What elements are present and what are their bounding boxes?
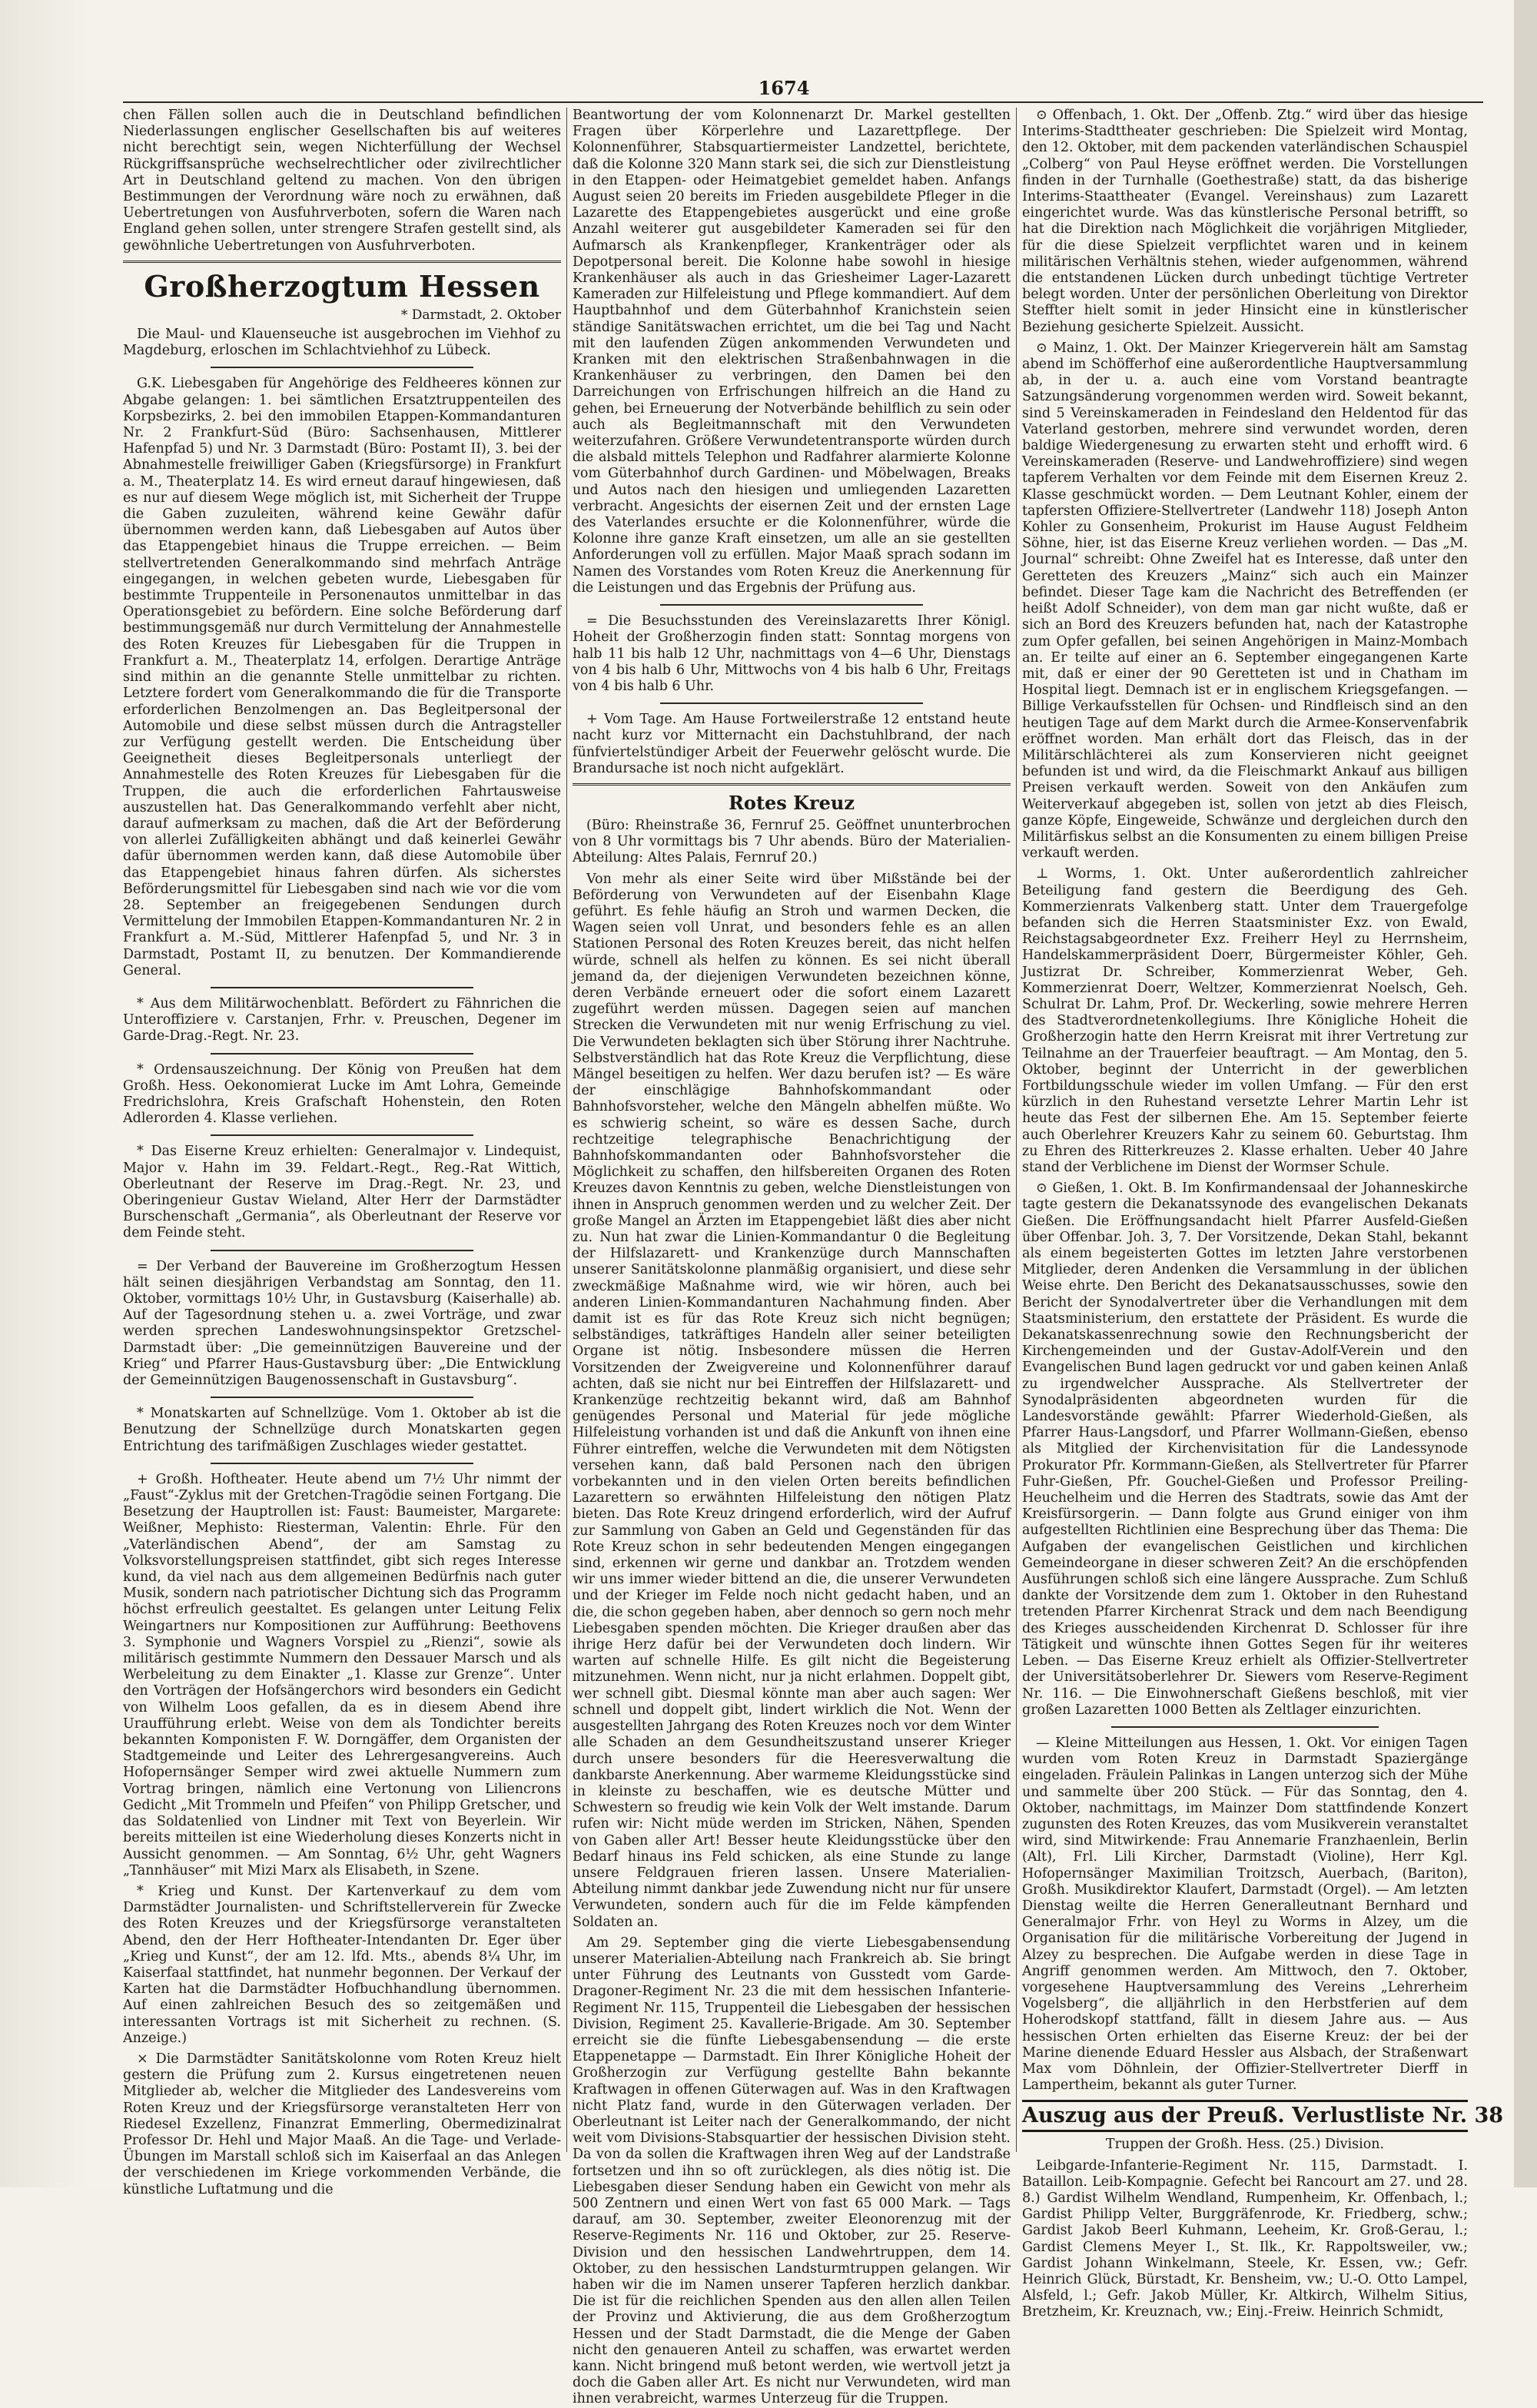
article-text: + Vom Tage. Am Hause Fortweilerstraße 12 entstand heute nacht kurz vor Mitternacht ein Dachstuhlbrand, der nach fünfviertelstündiger Arbeit der Feuerwehr gelöscht wurde. Die Brandursache ist noch nicht aufgeklärt. [573, 712, 1011, 776]
article-separator [211, 367, 473, 368]
article-text: Von mehr als einer Seite wird über Mißstände bei der Beförderung von Verwundeten auf der Eisenbahn Klage geführt. Es fehle häufig an Stroh und warmen Decken, die Wagen seien voll Unrat, und besonders fehle es an allen Stationen Personal des Roten Kreuzes bereit, das nicht helfen würde, schnell als helfen zu können. Es sei nicht überall jemand da, der diejenigen Verwundeten bezeichnen könne, deren Verbände erneuert oder die sofort einem Lazarett zugeführt werden müssen. Dagegen seien auf manchen Strecken die Verwundeten mit nur wenig Erfrischung zu viel. Die Verwundeten beklagten sich über Störung ihrer Nachtruhe. Selbstverständlich hat das Rote Kreuz die Verpflichtung, diese Mängel beseitigen zu helfen. Wer dazu berufen ist? — Es wäre der einschlägige Bahnhofskommandant oder Bahnhofsvorsteher, welche den Mängeln abhelfen müßte. Wo es schwierig scheint, so wäre es dessen Sache, durch rechtzeitige telegraphische Benachrichtigung der Bahnhofskommandanten oder Bahnhofsvorsteher die Möglichkeit zu schaffen, den hilfsbereiten Organen des Roten Kreuzes davon Kenntnis zu geben, welche Dienstleistungen von ihnen in Anspruch genommen werden und zu welcher Zeit. Der große Mangel an Ärzten im Etappengebiet läßt dies aber nicht zu. Nun hat zwar die Linien-Kommandantur 0 die Begleitung der Hilfslazarett- und Krankenzüge durch Mannschaften unserer Sanitätskolonne planmäßig organisiert, und diese sehr zweckmäßige Maßnahme wird, wie wir hören, auch bei anderen Linien-Kommandanturen Nachahmung finden. Aber damit ist es für das Rote Kreuz sich nicht begnügen; selbständiges, tatkräftiges Handeln aller seiner beteiligten Organe ist nötig. Insbesondere müssen die Herren Vorsitzenden der Zweigvereine und Kolonnenführer darauf achten, daß sie nicht nur bei Eintreffen der Hilfslazarett- und Krankenzüge rechtzeitig bekannt wird, daß am Bahnhof genügendes Personal und Material für jede mögliche Hilfeleistung vorhanden ist und daß die Ankunft von ihnen eine Führer eintreffen, welche die Verwundeten mit dem Nötigsten versehen kann, daß bald Personen nach den übrigen vorbekannten und in den vielen Orten bereits befindlichen Lazarettern so erwähnten Hilfeleistung den nötigen Platz bieten. Das Rote Kreuz dringend erforderlich, wird der Aufruf zur Sammlung von Gaben an Geld und Gegenständen für das Rote Kreuz schon in sehr bedeutenden Mengen eingegangen sind, erkennen wir gerne und dankbar an. Trotzdem wenden wir uns immer wieder bittend an die, die unserer Verwundeten und der Krieger im Felde noch nicht gedacht haben, und an die, die schon gegeben haben, aber dennoch so gern noch mehr Liebesgaben spenden möchten. Die Krieger draußen aber das ihrige Herz dafür bei der Verwundeten doch lindern. Wir warten auf schnelle Hilfe. Es gilt nicht die Begeisterung mitzunehmen. Wenn nicht, nur ja nicht erlahmen. Doppelt gibt, wer schnell gibt. Diesmal könnte man aber auch sagen: Wer schnell und doppelt gibt, lindert wirklich die Not. Wenn der ausgestellten Jahrgang des Roten Kreuzes noch vor dem Winter alle Schaden an dem Gesundheitszustand unserer Krieger durch unsere besonders für die Heeresverwaltung die dankbarste Anerkennung. Aber warmeme Kleidungsstücke sind in kleinste zu beschaffen, wie es deutsche Mütter und Schwestern so freudig wie kein Volk der Welt imstande. Darum rufen wir: Nicht müde werden im Stricken, Nähen, Spenden von Gaben aller Art! Besser heute Kleidungsstücke über den Bedarf hinaus ins Feld schicken, als eine Stunde zu lange unsere Feldgrauen frieren lassen. Unsere Materialien-Abteilung nimmt dankbar jede Zuwendung nicht nur für unsere Verwundeten, sondern auch für die im Felde kämpfenden Soldaten an. [573, 871, 1011, 1930]
loss-list-heading: Auszug aus der Preuß. Verlustliste Nr. 38 [1022, 2100, 1468, 2132]
column-rule [566, 108, 567, 2152]
article-text: ⊙ Mainz, 1. Okt. Der Mainzer Kriegerverein hält am Samstag abend im Schöfferhof eine außerordentliche Hauptversammlung ab, in der u. a. auch eine vom Vorstand beantragte Satzungsänderung vorgenommen werden wird. Soweit bekannt, sind 5 Vereinskameraden in Feindesland den Heldentod für das Vaterland gestorben, mehrere sind verwundet worden, deren baldige Wiedergenesung zu erwarten steht und erhofft wird. 6 Vereinskameraden (Reserve- und Landwehroffiziere) sind wegen tapferem Verhalten vor dem Feinde mit dem Eisernen Kreuz 2. Klasse geschmückt worden. — Dem Leutnant Kohler, einem der tapfersten Offiziere-Stellvertreter (Landwehr 118) Joseph Anton Kohler zu Gonsenheim, Prokurist im Hause August Feldheim Söhne, hier, ist das Eiserne Kreuz verliehen worden. — Das „M. Journal“ schreibt: Ohne Zweifel hat es Interesse, daß unter den Geretteten des Kreuzers „Mainz“ sich auch ein Mainzer befindet. Dieser Tage kam die Nachricht des Betreffenden (er heißt Adolf Schneider), von dem man gar nicht wußte, daß er sich an Bord des Kreuzers befunden hat, nach der Katastrophe zum Opfer gefallen, bei seinen Angehörigen in Mainz-Mombach an. Er teilte auf einer an 6. September eingegangenen Karte mit, daß er einer der 90 Geretteten ist und in Chatham im Hospital liegt. Demnach ist er in englischem Kriegsgefangen. — Billige Verkaufsstellen für Ochsen- und Rindfleisch sind an den heutigen Tage auf dem Markt durch die Armee-Konservenfabrik eröffnet worden. Man erhält dort das Fleisch, das in der Militärschlächterei als zum Konservieren nicht geeignet befunden ist und wird, da die Fleischmarkt Ankauf aus billigen Preisen verkauft werden. Soweit von den Ankäufen zum Weiterverkauf abgegeben ist, sollen von jetzt ab dies Fleisch, ganze Köpfe, Eingeweide, Schwänze und dergleichen durch den Militärfiskus selbst an die Konsumenten zu einem billigen Preise verkauft werden. [1022, 340, 1468, 862]
column-2 [573, 108, 1011, 2407]
article-text: = Der Verband der Bauvereine im Großherzogtum Hessen hält seinen diesjährigen Verbandstag am Sonntag, den 11. Oktober, vormittags 10½ Uhr, in Gustavsburg (Kaiserhalle) ab. Auf der Tagesordnung stehen u. a. zwei Vorträge, und zwar werden sprechen Landeswohnungsinspektor Gretzschel-Darmstadt über: „Die gemeinnützigen Bauvereine und der Krieg“ und Pfarrer Haus-Gustavsburg über: „Die Entwicklung der Gemeinnützigen Baugenossenschaft in Gustavsburg“. [123, 1258, 561, 1389]
column-1 [123, 108, 561, 2197]
article-text: chen Fällen sollen auch die in Deutschland befindlichen Niederlassungen englischer Gesellschaften bis auf weiteres nicht berechtigt sein, wegen Nichterfüllung der Wechsel Rückgriffsansprüche wechselrechtlicher oder zivilrechtlicher Art in Deutschland geltend zu machen. Von den übrigen Bestimmungen der Verordnung wäre noch zu erwähnen, daß Uebertretungen von Ausfuhrverboten, sofern die Waren nach England gehen sollen, unter strengere Strafen gestellt sind, als gewöhnliche Uebertretungen von Ausfuhrverboten. [123, 108, 561, 254]
article-text: * Krieg und Kunst. Der Kartenverkauf zu dem vom Darmstädter Journalisten- und Schriftstellerverein für Zwecke des Roten Kreuzes und der Kriegsfürsorge veranstalteten Abend, den der Herr Hoftheater-Intendanten Dr. Eger über „Krieg und Kunst“, der am 12. lfd. Mts., abends 8¼ Uhr, im Kaiserfaal stattfindet, hat nunmehr begonnen. Der Verkauf der Karten hat die Darmstädter Hofbuchhandlung übernommen. Auf einen zahlreichen Besuch des so zeitgemäßen und interessanten Vortrags ist mit Sicherheit zu rechnen. (S. Anzeige.) [123, 1883, 561, 2046]
article-separator [211, 987, 473, 988]
article-text: ⊙ Offenbach, 1. Okt. Der „Offenb. Ztg.“ wird über das hiesige Interims-Stadttheater geschrieben: Die Spielzeit wird Montag, den 12. Oktober, mit dem packenden vaterländischen Schauspiel „Colberg“ von Paul Heyse eröffnet werden. Die Vorstellungen finden in der Turnhalle (Goethestraße) statt, da das bisherige Interims-Staattheater (Evangel. Vereinshaus) zum Lazarett eingerichtet wurde. Was das künstlerische Personal betrifft, so hat die Direktion nach Möglichkeit die vorjährigen Mitglieder, für die diese Spielzeit verpflichtet waren und in keinem militärischen Verhältnis stehen, wieder aufgenommen, während die entstandenen Lücken durch unbedingt tüchtige Vertreter belegt worden. Unter der persönlichen Oberleitung von Direktor Steffter hielt somit in jeder Hinsicht eine in künstlerischer Beziehung gesicherte Spielzeit. Aussicht. [1022, 108, 1468, 335]
page-spine-shadow [0, 0, 92, 2187]
section-rule [123, 261, 561, 263]
article-separator [211, 1463, 473, 1464]
article-text: (Büro: Rheinstraße 36, Fernruf 25. Geöffnet ununterbrochen von 8 Uhr vormittags bis 7 Uhr abends. Büro der Materialien-Abteilung: Altes Palais, Fernruf 20.) [573, 817, 1011, 866]
next-page-edge [1514, 0, 1537, 2187]
article-text: — Kleine Mitteilungen aus Hessen, 1. Okt. Vor einigen Tagen wurden vom Roten Kreuz in Darmstadt Spaziergänge eingeladen. Fräulein Palinkas in Langen unterzog sich der Mühe und sammelte über 200 Stück. — Für das Sonntag, den 4. Oktober, nachmittags, im Mainzer Dom stattfindende Konzert zugunsten des Roten Kreuzes, das vom Musikverein veranstaltet wird, sind Mitwirkende: Frau Annemarie Franzhaenlein, Berlin (Alt), Frl. Lili Kircher, Darmstadt (Violine), Herr Kgl. Hofopernsänger Maximilian Troitzsch, Auerbach, (Bariton), Großh. Musikdirektor Klaufert, Darmstadt (Orgel). — Am letzten Dienstag weilte die Herren Generalleutnant Bernhard und Generalmajor Frhr. von Heyl zu Worms in Alzey, um die Organisation für die militärische Vorbereitung der Jugend in Alzey zu besprechen. Die Aufgabe werden in diese Tage in Angriff genommen werden. Am Mittwoch, den 7. Oktober, vorgesehene Hauptversammlung des Vereins „Lehrerheim Vogelsberg“, die alljährlich in den Herbstferien auf dem Hoherodskopf stattfand, fällt in diesem Jahre aus. — Aus hessischen Orten erhielten das Eiserne Kreuz: der bei der Marine dienende Eduard Hessler aus Alsbach, der Straßenwart Max vom Döhnlein, der Offizier-Stellvertreter Dierff in Lampertheim, bekannt als guter Turner. [1022, 1735, 1468, 2094]
article-separator [211, 1250, 473, 1251]
header-rule [123, 101, 1483, 103]
article-text: × Die Darmstädter Sanitätskolonne vom Roten Kreuz hielt gestern die Prüfung zum 2. Kursus eingetretenen neuen Mitglieder ab, welcher die Mitglieder des Landesvereins vom Roten Kreuz und der Kriegsfürsorge veranstalteten Herr von Riedesel Exzellenz, Finanzrat Emmerling, Obermedizinalrat Professor Dr. Hehl und Major Maaß. An die Tage- und Verlade-Übungen im Marstall schloß sich im Kaiserfaal an das Anlegen der verschiedenen im Kriege vorkommenden Verbände, die künstliche Luftatmung und die [123, 2051, 561, 2197]
article-text: ⊙ Gießen, 1. Okt. B. Im Konfirmandensaal der Johanneskirche tagte gestern die Dekanatssynode des evangelischen Dekanats Gießen. Die Eröffnungsandacht hielt Pfarrer Ausfeld-Gießen über Offenbar. Joh. 3, 7. Der Vorsitzende, Dekan Stahl, bekannt als einem begeisterten Gottes im letzten Jahre verstorbenen Mitglieder, deren Andenken die Versammlung in der üblichen Weise ehrte. Den Bericht des Dekanatsausschusses, sowie den Bericht der Synodalvertreter über die Verhandlungen mit dem Staatsministerium, den erstattete der Präsident. Es wurde die Dekanatskassenrechnung sowie den Rechnungsbericht der Kirchengemeinden und der Gustav-Adolf-Verein und den Evangelischen Bund lagen gedruckt vor und gaben keinen Anlaß zu irgendwelcher Aussprache. Als Stellvertreter der Synodalpräsidenten abgeordneten wurden für die Landesvorstände gewählt: Pfarrer Wiederhold-Gießen, als Pfarrer Haus-Langsdorf, und Pfarrer Wollmann-Gießen, ebenso als Mitglied der Kirchenvisitation für die Landessynode Prokurator Pfr. Kormmann-Gießen, als Stellvertreter für Pfarrer Fuhr-Gießen, Pfr. Gouchel-Gießen und Professor Preiling-Heuchelheim und die Herren des Stadtrats, sowie das Amt der Kreisfürsorgerin. — Dann folgte aus Grund einiger von ihm aufgestellten Richtlinien eine Besprechung über das Thema: Die Aufgaben der evangelischen Geistlichen und kirchlichen Gemeindeorgane in dieser schweren Zeit? An die erschöpfenden Ausführungen schloß sich eine längere Aussprache. Zum Schluß dankte der Vorsitzende dem zum 1. Oktober in den Ruhestand tretenden Pfarrer Kirchenrat Strack und dem nach Beendigung des Krieges ausscheidenden Kirchenrat D. Schlosser für ihre Tätigkeit und wünschte ihnen Gottes Segen für ihr weiteres Leben. — Das Eiserne Kreuz erhielt als Offizier-Stellvertreter der Universitätsoberlehrer Dr. Siewers vom Reserve-Regiment Nr. 116. — Die Einwohnerschaft Gießens beschloß, mit vier großen Lazaretten 1000 Betten als Zeltlager einzurichten. [1022, 1181, 1468, 1718]
article-separator [211, 1134, 473, 1136]
dateline: * Darmstadt, 2. Oktober [400, 307, 561, 323]
loss-list-subheading: Truppen der Großh. Hess. (25.) Division. [1105, 2137, 1385, 2153]
article-separator [1111, 1726, 1379, 1728]
article-text: Die Maul- und Klauenseuche ist ausgebrochen im Viehhof zu Magdeburg, erloschen im Schlachtviehhof zu Lübeck. [123, 327, 561, 359]
column-3 [1022, 108, 1504, 2320]
article-text: ⊥ Worms, 1. Okt. Unter außerordentlich zahlreicher Beteiligung fand gestern die Beerdigung des Geh. Kommerzienrats Valkenberg statt. Unter dem Trauergefolge befanden sich die Herren Staatsminister Exz. von Ewald, Reichstagsabgeordneter Exz. Freiherr Heyl zu Herrnsheim, Handelskammerpräsident Doerr, Bürgermeister Köhler, Geh. Justizrat Dr. Schreiber, Kommerzienrat Weber, Geh. Kommerzienrat Doerr, Weltzer, Kommerzienrat Noelsch, Geh. Schulrat Dr. Lahm, Prof. Dr. Weckerling, sowie mehrere Herren des Stadtverordnetenkollegiums. Ihre Königliche Hoheit die Großherzogin hatte den Herrn Kreisrat mit ihrer Vertretung zur Teilnahme an der Trauerfeier beauftragt. — Am Montag, den 5. Oktober, beginnt der Unterricht in der gewerblichen Fortbildungsschule wieder im vollen Umfang. — Für den erst kürzlich in den Ruhestand versetzte Lehrer Martin Lehr ist heute das Fest der silbernen Ehe. Am 15. September feierte auch Oberlehrer Kreuzers Kahr zu seinem 60. Geburtstag. Ihm zu Ehren des Ritterkreuzes 2. Klasse erhalten. Ueber 40 Jahre stand der Verblichene im Dienst der Wormser Schule. [1022, 866, 1468, 1175]
article-text: G.K. Liebesgaben für Angehörige des Feldheeres können zur Abgabe gelangen: 1. bei sämtlichen Ersatztruppenteilen des Korpsbezirks, 2. bei den immobilen Etappen-Kommandanturen Nr. 2 Frankfurt-Süd (Büro: Sachsenhausen, Mittlerer Hafenpfad 5) und Nr. 3 Darmstadt (Büro: Postamt II), 3. bei der Abnahmestelle freiwilliger Gaben (Kriegsfürsorge) in Frankfurt a. M., Theaterplatz 14. Es wird erneut darauf hingewiesen, daß es nur auf diesem Wege möglich ist, mit Sicherheit der Truppe die Gaben zuzuleiten, während keine Gewähr dafür übernommen werden kann, daß Liebesgaben auf Autos über das Etappengebiet hinaus die Truppe erreichen. — Beim stellvertretenden Generalkommando sind mehrfach Anträge eingegangen, in welchen gebeten wurde, Liebesgaben für bestimmte Truppenteile in Personenautos unmittelbar in das Operationsgebiet zu befördern. Eine solche Beförderung darf bestimmungsgemäß nur durch Vermittelung der Annahmestelle des Roten Kreuzes für Liebesgaben für die Truppen in Frankfurt a. M., Theaterplatz 14, erfolgen. Derartige Anträge sind mithin an die genannte Stelle unmittelbar zu richten. Letztere fordert vom Generalkommando die für die Transporte erforderlichen Benzolmengen an. Das Begleitpersonal der Automobile und diese selbst müssen durch die Antragsteller zur Verfügung gestellt werden. Die Entscheidung über Geeignetheit dieses Begleitpersonals unterliegt der Annahmestelle des Roten Kreuzes für Liebesgaben für die Truppen, die auch die erforderlichen Fahrtausweise auszustellen hat. Das Generalkommando verfehlt aber nicht, darauf aufmerksam zu machen, daß die Art der Beförderung von allerlei Zufälligkeiten abhängt und daß keinerlei Gewähr dafür übernommen werden kann, daß diese Automobile über das Etappengebiet hinaus fahren dürfen. Als sicherstes Beförderungsmittel für Liebesgaben sind nach wie vor die vom 28. September an freigegebenen Sendungen durch Vermittelung der Immobilen Etappen-Kommandanturen Nr. 2 in Frankfurt a. M.-Süd, Mittlerer Hafenpfad 5, und Nr. 3 in Darmstadt, Postamt II, zu benutzen. Der Kommandierende General. [123, 376, 561, 978]
article-text: Beantwortung der vom Kolonnenarzt Dr. Markel gestellten Fragen über Körperlehre und Lazarettpflege. Der Kolonnenführer, Stabsquartiermeister Landzettel, berichtete, daß die Kolonne 320 Mann stark sei, die sich zur Dienstleistung in den Etappen- oder Heimatgebiet gemeldet haben. Anfangs August seien 20 bereits im Frieden ausgebildete Pfleger in die Lazarette des Etappengebietes ausgerückt und eine große Anzahl weiterer gut ausgebildeter Kameraden sei für den Aufmarsch als Krankenpfleger, Krankenträger oder als Depotpersonal bereit. Die Kolonne habe sowohl in hiesige Krankenhäuser als auch in das Griesheimer Lager-Lazarett Kameraden zur Hilfeleistung und Pflege kommandiert. Auf dem Hauptbahnhof und dem Güterbahnhof Kranichstein seien ständige Sanitätswachen errichtet, um die bei Tag und Nacht mit den laufenden Zügen ankommenden Verwundeten und Kranken mit den elektrischen Straßenbahnwagen in die Krankenhäuser zu verbringen, den Damen bei den Darreichungen von Erfrischungen hilfreich an die Hand zu gehen, bei Erneuerung der Notverbände behilflich zu sein oder auch als Begleitmannschaft mit den Verwundeten weiterzufahren. Größere Verwundetentransporte würden durch die alsbald mittels Telephon und Radfahrer alarmierte Kolonne vom Güterbahnhof durch Gardinen- und Möbelwagen, Breaks und Autos nach den hiesigen und umliegenden Lazaretten verbracht. Angesichts der eisernen Zeit und der ernsten Lage des Vaterlandes ersuchte er die Kolonnenführer, würde die Kolonne ihre ganze Kraft einsetzen, um alle an sie gestellten Anforderungen voll zu erfüllen. Major Maaß sprach sodann im Namen des Vorstandes vom Roten Kreuz die Anerkennung für die Leistungen und das Ergebnis der Prüfung aus. [573, 108, 1011, 596]
article-text: Am 29. September ging die vierte Liebesgabensendung unserer Materialien-Abteilung nach Frankreich ab. Sie bringt unter Führung des Leutnants von Gusstedt vom Garde-Dragoner-Regiment Nr. 23 die mit dem hessischen Infanterie-Regiment Nr. 115, Truppenteil die Liebesgaben der hessischen Division, Regiment 25. Kavallerie-Brigade. Am 30. September erreicht sie die fünfte Liebesgabensendung — die erste Etappenetappe — Darmstadt. Ein Ihrer Königliche Hoheit der Großherzogin zur Verfügung gestellte Bahn bekannte Kraftwagen in offenen Güterwagen auf. Was in den Kraftwagen nicht Platz fand, wurde in den Güterwagen verladen. Der Oberleutnant ist Leiter nach der Generalkommando, der nicht weit vom Divisions-Stabsquartier der hessischen Division steht. Da von da sollen die Kraftwagen ihren Weg auf der Landstraße fortsetzen und ihn so oft zurücklegen, als dies nötig ist. Die Liebesgaben dieser Sendung haben ein Gewicht von mehr als 500 Zentnern und einen Wert von fast 65 000 Mark. — Tags darauf, am 30. September, zweiter Eleonorenzug mit der Reserve-Regiments Nr. 116 und Oktober, zur 25. Reserve-Division und den hessischen Landwehrtruppen, dem 14. Oktober, zu den hessischen Landsturmtruppen gelangen. Wir haben wir die im Namen unserer Tapferen herzlich dankbar. Die ist für die reichlichen Spenden aus den allen allen Teilen der Provinz und Aktivierung, die aus dem Großherzogtum Hessen und der Stadt Darmstadt, die die Menge der Gaben nicht den genaueren Anteil zu schaffen, was erwartet werden kann. Nicht bringend muß betont werden, wie wertvoll jetzt ja doch die Gaben aller Art. Es nicht nur Verwundeten, wird man ihnen verabreicht, warmes Unterzeug für die Truppen. [573, 1935, 1011, 2407]
article-text: * Aus dem Militärwochenblatt. Befördert zu Fähnrichen die Unteroffiziere v. Carstanjen, Frhr. v. Preuschen, Degener im Garde-Drag.-Regt. Nr. 23. [123, 995, 561, 1045]
article-text: * Monatskarten auf Schnellzüge. Vom 1. Oktober ab ist die Benutzung der Schnellzüge durch Monatskarten gegen Entrichtung des tarifmäßigen Zuschlages wieder gestattet. [123, 1406, 561, 1454]
article-text: * Das Eiserne Kreuz erhielten: Generalmajor v. Lindequist, Major v. Hahn im 39. Feldart.-Regt., Reg.-Rat Wittich, Oberleutnant der Reserve im Drag.-Regt. Nr. 23, und Oberingenieur Gustav Wieland, Alter Herr der Darmstädter Burschenschaft „Germania“, als Oberleutnant der Reserve vor dem Feinde steht. [123, 1144, 561, 1241]
article-separator [660, 702, 923, 704]
article-text: = Die Besuchsstunden des Vereinslazaretts Ihrer Königl. Hoheit der Großherzogin finden statt: Sonntag morgens von halb 11 bis halb 12 Uhr, nachmittags von 4—6 Uhr, Dienstags von 4 bis halb 6 Uhr, Mittwochs von 4 bis halb 6 Uhr, Freitags von 4 bis halb 6 Uhr. [573, 613, 1011, 694]
page-number: 1674 [758, 77, 810, 99]
article-separator [211, 1397, 473, 1398]
section-heading: Rotes Kreuz [728, 791, 855, 814]
loss-list-text: Leibgarde-Infanterie-Regiment Nr. 115, Darmstadt. I. Bataillon. Leib-Kompagnie. Gefecht bei Rancourt am 27. und 28. 8.) Gardist Wilhelm Wendland, Rumpenheim, Kr. Offenbach, l.; Gardist Philipp Velter, Burggräfenrode, Kr. Friedberg, schw.; Gardist Jakob Beerl Kuhmann, Leeheim, Kr. Groß-Gerau, l.; Gardist Clemens Meyer I., St. Ilk., Kr. Rappoltsweiler, vw.; Gardist Johann Winkelmann, Steele, Kr. Essen, vw.; Gefr. Heinrich Glück, Bürstadt, Kr. Bensheim, vw.; U.-O. Otto Lampel, Alsfeld, l.; Gefr. Jakob Müller, Kr. Altkirch, Wilhelm Sitius, Bretzheim, Kr. Kreuznach, vw.; Einj.-Freiw. Heinrich Schmidt, [1022, 2157, 1468, 2320]
article-separator [211, 1053, 473, 1055]
article-separator [660, 604, 923, 606]
column-rule [1016, 108, 1017, 2152]
article-text: * Ordensauszeichnung. Der König von Preußen hat dem Großh. Hess. Oekonomierat Lucke im Amt Lohra, Gemeinde Fredrichslohra, Kreis Grafschaft Hohenstein, den Roten Adlerorden 4. Klasse verliehen. [123, 1061, 561, 1127]
section-rule [573, 783, 1011, 786]
article-text: + Großh. Hoftheater. Heute abend um 7½ Uhr nimmt der „Faust“-Zyklus mit der Gretchen-Tragödie seinen Fortgang. Die Besetzung der Hauptrollen ist: Faust: Baumeister, Margarete: Weißner, Mephisto: Riesterman, Valentin: Ehrle. Für den „Vaterländischen Abend“, der am Samstag zu Volksvorstellungspreisen stattfindet, gibt sich reges Interesse kund, da viel nach aus dem allgemeinen Bedürfnis nach guter Musik, sondern nach patriotischer Dichtung sich das Programm höchst erfreulich geestaltet. Es gelangen unter Leitung Felix Weingartners nur Kompositionen zur Aufführung: Beethovens 3. Symphonie und Wagners Vorspiel zu „Rienzi“, sowie als militärisch gestimmte Nummern den Dessauer Marsch und als Werbeleitung zu dem Einakter „1. Klasse zur Grenze“. Unter den Vorträgen der Hofsängerchors wird besonders ein Gedicht von Wilhelm Loos gefallen, da es in diesem Abend ihre Uraufführung erlebt. Weise von dem als Tondichter bereits bekannten Komponisten F. W. Dorngäffer, dem Organisten der Stadtgemeinde und Leiter des Lehrergesangvereins. Auch Hofopernsänger Semper wird zwei aktuelle Nummern zum Vortrag bringen, nämlich eine Vertonung von Liliencrons Gedicht „Mit Trommeln und Pfeifen“ von Philipp Gretscher, und das Soldatenlied von Lindner mit Text von Beyerlein. Wir bereits mitteilen ist eine Wiederholung dieses Konzerts nicht in Aussicht genommen. — Am Sonntag, 6½ Uhr, geht Wagners „Tannhäuser“ mit Mizi Marx als Elisabeth, in Szene. [123, 1471, 561, 1878]
section-heading: Großherzogtum Hessen [144, 268, 540, 304]
